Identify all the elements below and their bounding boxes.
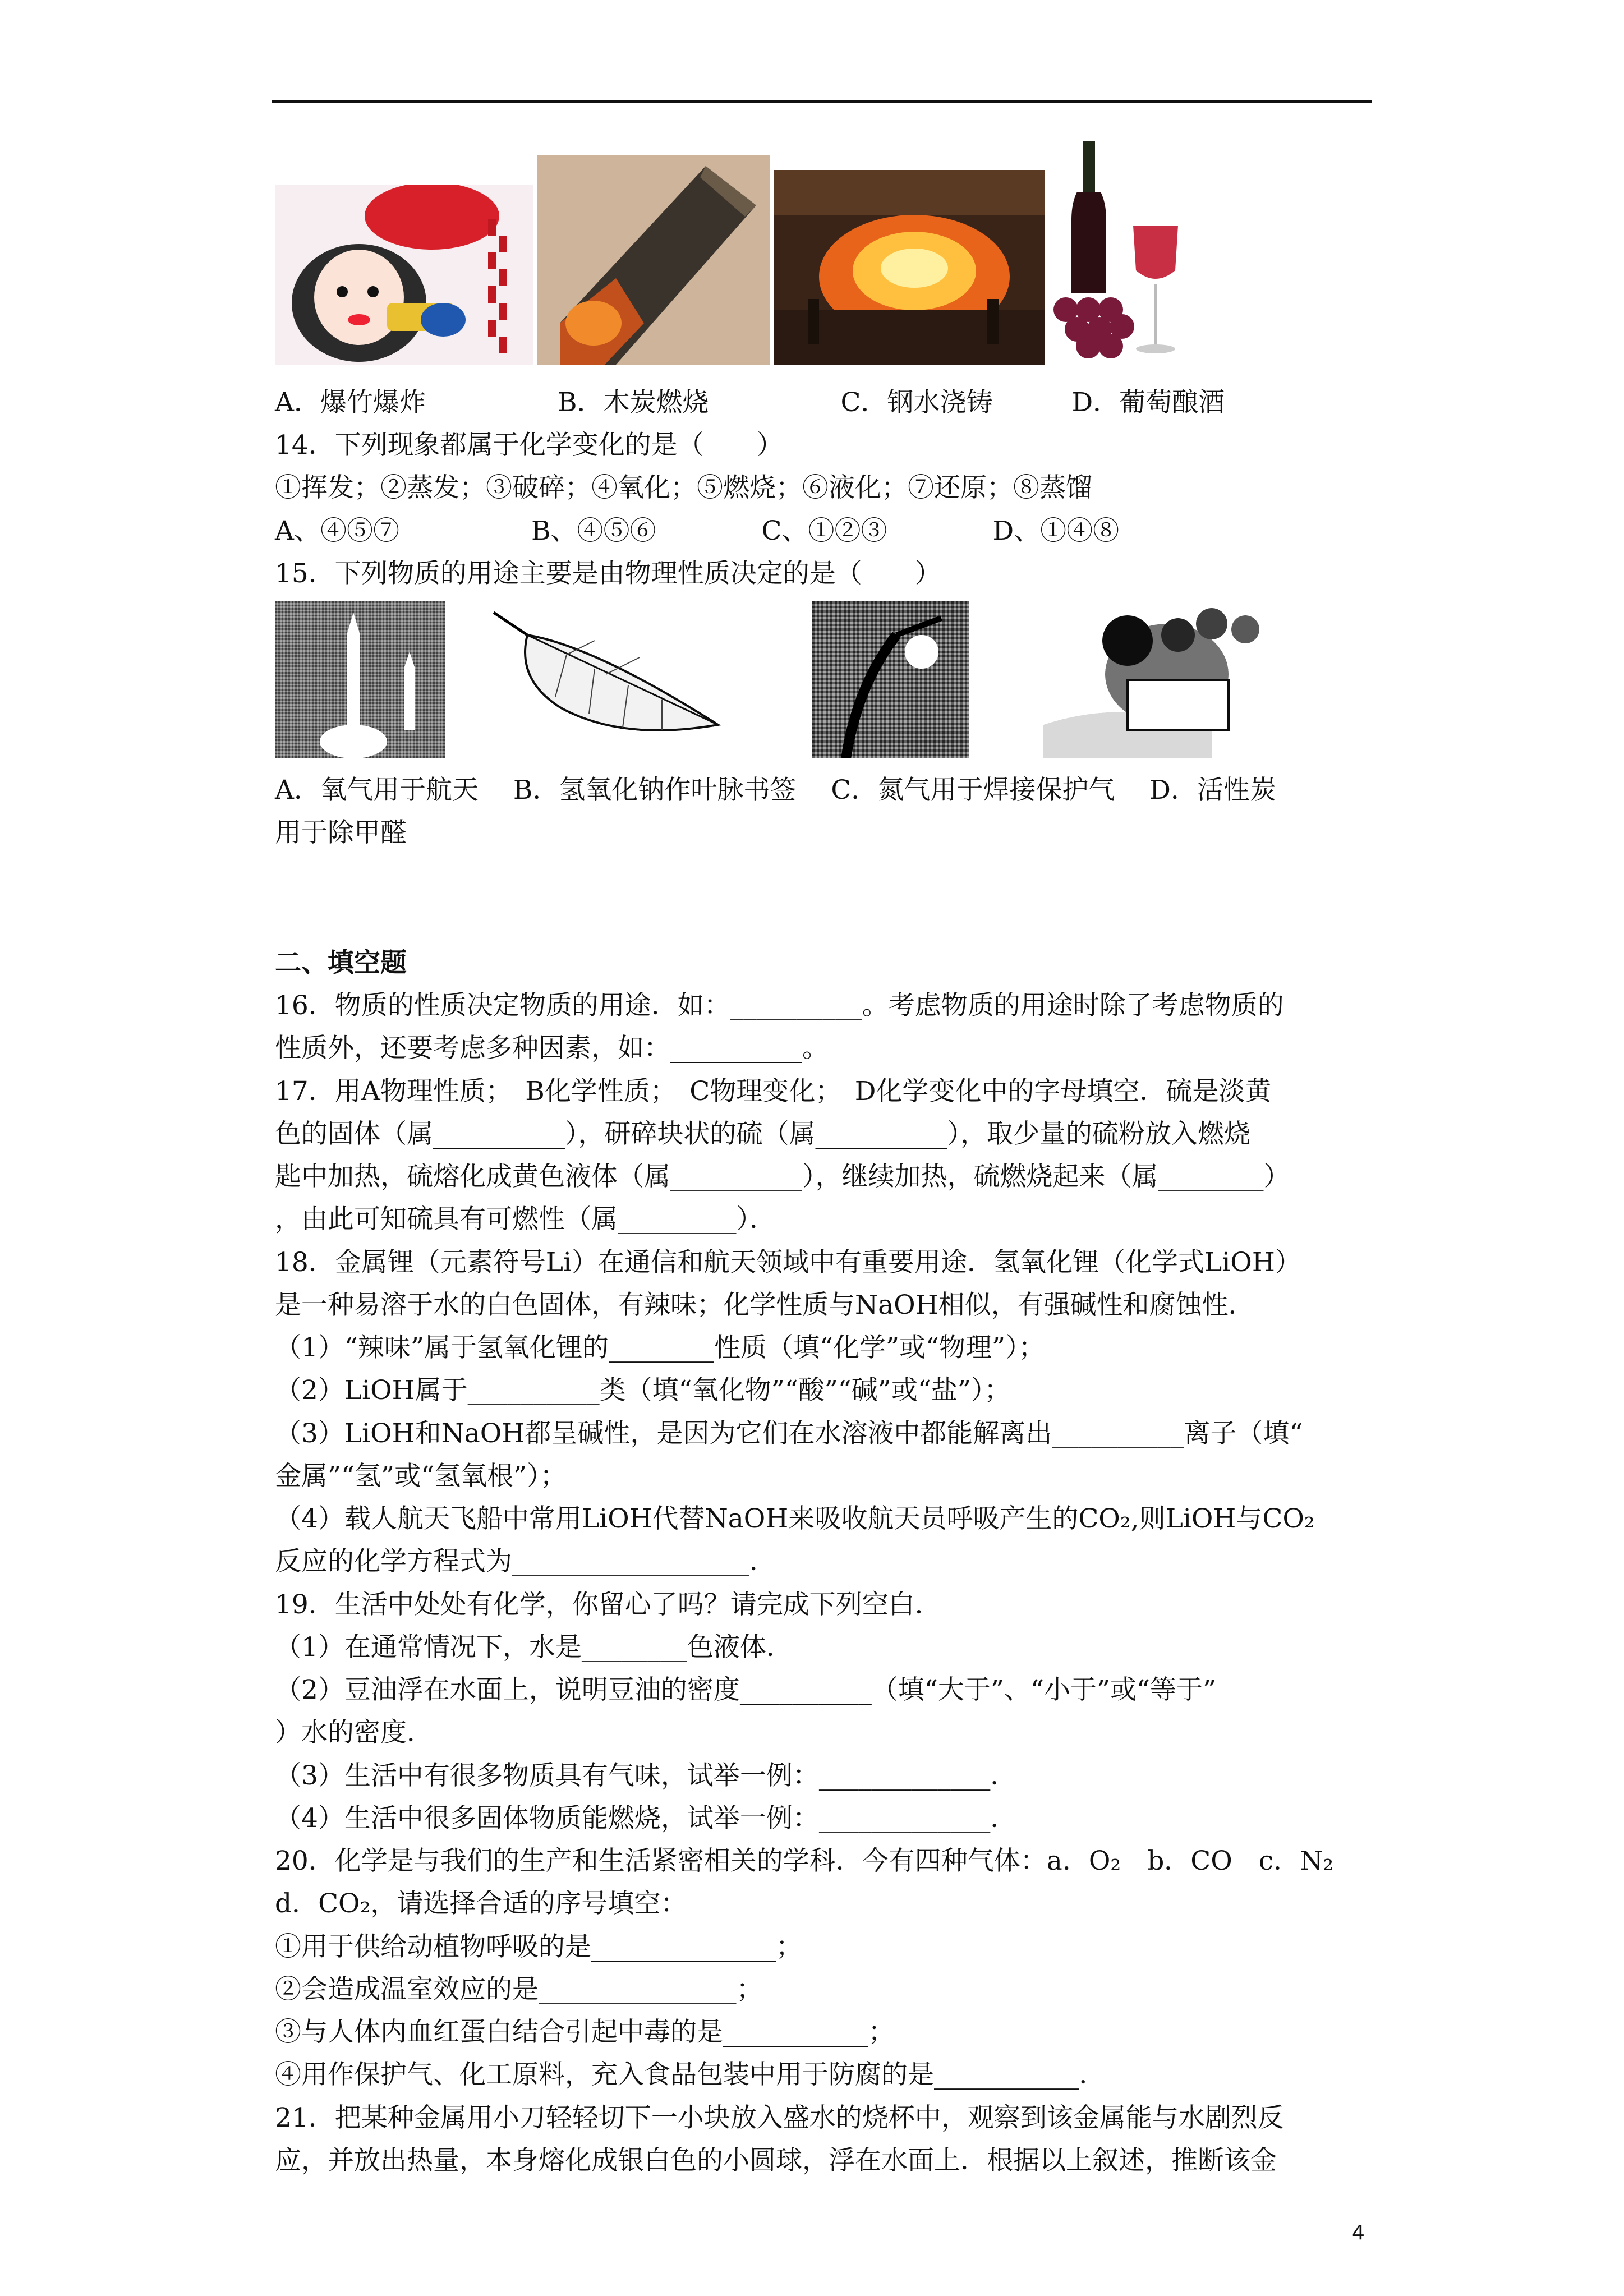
q21-line1: 21．把某种金属用小刀轻轻切下一小块放入盛水的烧杯中，观察到该金属能与水剧烈反	[275, 2102, 1284, 2133]
q17-line4: ，由此可知硫具有可燃性（属_________）．	[275, 1204, 776, 1235]
q21-line2: 应，并放出热量，本身熔化成银白色的小圆球，浮在水面上．根据以上叙述，推断该金	[275, 2145, 1277, 2176]
q18-sub4-cont: 反应的化学方程式为__________________．	[275, 1546, 776, 1577]
leaf-skeleton-image	[482, 601, 729, 758]
steel-casting-image	[774, 170, 1045, 365]
q18-line2: 是一种易溶于水的白色固体，有辣味；化学性质与NaOH相似，有强碱性和腐蚀性．	[275, 1290, 1255, 1320]
q20-stem-cont: d．CO₂，请选择合适的序号填空：	[275, 1888, 687, 1919]
q17-line2: 色的固体（属__________），研碎块状的硫（属__________），取少量的硫粉放入燃烧	[275, 1119, 1250, 1149]
q19-sub4: （4）生活中很多固体物质能燃烧，试举一例：_____________．	[275, 1803, 1017, 1834]
rocket-image	[275, 601, 445, 758]
q17-line3: 匙中加热，硫熔化成黄色液体（属__________），继续加热，硫燃烧起来（属________）	[275, 1161, 1290, 1192]
charcoal-image	[537, 155, 770, 365]
firecracker-image	[275, 185, 533, 365]
q17-line1: 17．用A物理性质； B化学性质； C物理变化； D化学变化中的字母填空．硫是淡黄	[275, 1076, 1272, 1107]
page-number: 4	[1352, 2221, 1365, 2244]
q18-sub1: （1）“辣味”属于氢氧化锂的________性质（填“化学”或“物理”）；	[275, 1332, 1045, 1363]
wine-image	[1049, 141, 1189, 365]
q14-items: ①挥发；②蒸发；③破碎；④氧化；⑤燃烧；⑥液化；⑦还原；⑧蒸馏	[275, 472, 1092, 503]
q20-stem: 20．化学是与我们的生产和生活紧密相关的学科．今有四种气体：a．O₂ b．CO c．N₂	[275, 1846, 1334, 1876]
q15-options: A．氧气用于航天 B．氢氧化钠作叶脉书签 C．氮气用于焊接保护气 D．活性炭	[275, 775, 1276, 806]
q20-item1: ①用于供给动植物呼吸的是______________；	[275, 1931, 802, 1962]
section-title: 二、填空题	[275, 947, 407, 978]
q18-sub3: （3）LiOH和NaOH都呈碱性，是因为它们在水溶液中都能解离出__________离子（填“	[275, 1418, 1303, 1449]
q20-item2: ②会造成温室效应的是_______________；	[275, 1974, 763, 2005]
q13-options: A．爆竹爆炸 B．木炭燃烧 C．钢水浇铸 D．葡萄酿酒	[275, 387, 1225, 418]
header-rule	[272, 100, 1372, 103]
q20-item3: ③与人体内血红蛋白结合引起中毒的是___________；	[275, 2017, 895, 2047]
activated-carbon-image	[1043, 601, 1301, 758]
q15-stem: 15．下列物质的用途主要是由物理性质决定的是（ ）	[275, 558, 941, 589]
q14-stem: 14．下列现象都属于化学变化的是（ ）	[275, 430, 783, 461]
q15-options-cont: 用于除甲醛	[275, 817, 407, 848]
q19-sub3: （3）生活中有很多物质具有气味，试举一例：_____________．	[275, 1760, 1017, 1791]
q18-line1: 18．金属锂（元素符号Li）在通信和航天领域中有重要用途．氢氧化锂（化学式LiOH）	[275, 1247, 1301, 1278]
q18-sub2: （2）LiOH属于__________类（填“氧化物”“酸”“碱”或“盐”）；	[275, 1375, 1011, 1406]
q18-sub3-cont: 金属”“氢”或“氢氧根”）；	[275, 1461, 567, 1492]
q19-sub1: （1）在通常情况下，水是________色液体．	[275, 1632, 793, 1663]
q19-sub2: （2）豆油浮在水面上，说明豆油的密度__________（填“大于”、“小于”或“等于”	[275, 1674, 1217, 1705]
q16-line1: 16．物质的性质决定物质的用途．如：__________。考虑物质的用途时除了考虑物质的	[275, 990, 1284, 1021]
q19-sub2-cont: ）水的密度．	[275, 1717, 433, 1748]
q16-line2: 性质外，还要考虑多种因素，如：__________。	[275, 1033, 829, 1064]
welding-image	[812, 601, 969, 758]
q18-sub4: （4）载人航天飞船中常用LiOH代替NaOH来吸收航天员呼吸产生的CO₂,则LiOH与CO₂	[275, 1503, 1315, 1534]
q14-options: A、④⑤⑦ B、④⑤⑥ C、①②③ D、①④⑧	[275, 516, 1120, 546]
q19-stem: 19．生活中处处有化学，你留心了吗？请完成下列空白．	[275, 1589, 941, 1620]
q20-item4: ④用作保护气、化工原料，充入食品包装中用于防腐的是___________．	[275, 2059, 1106, 2090]
